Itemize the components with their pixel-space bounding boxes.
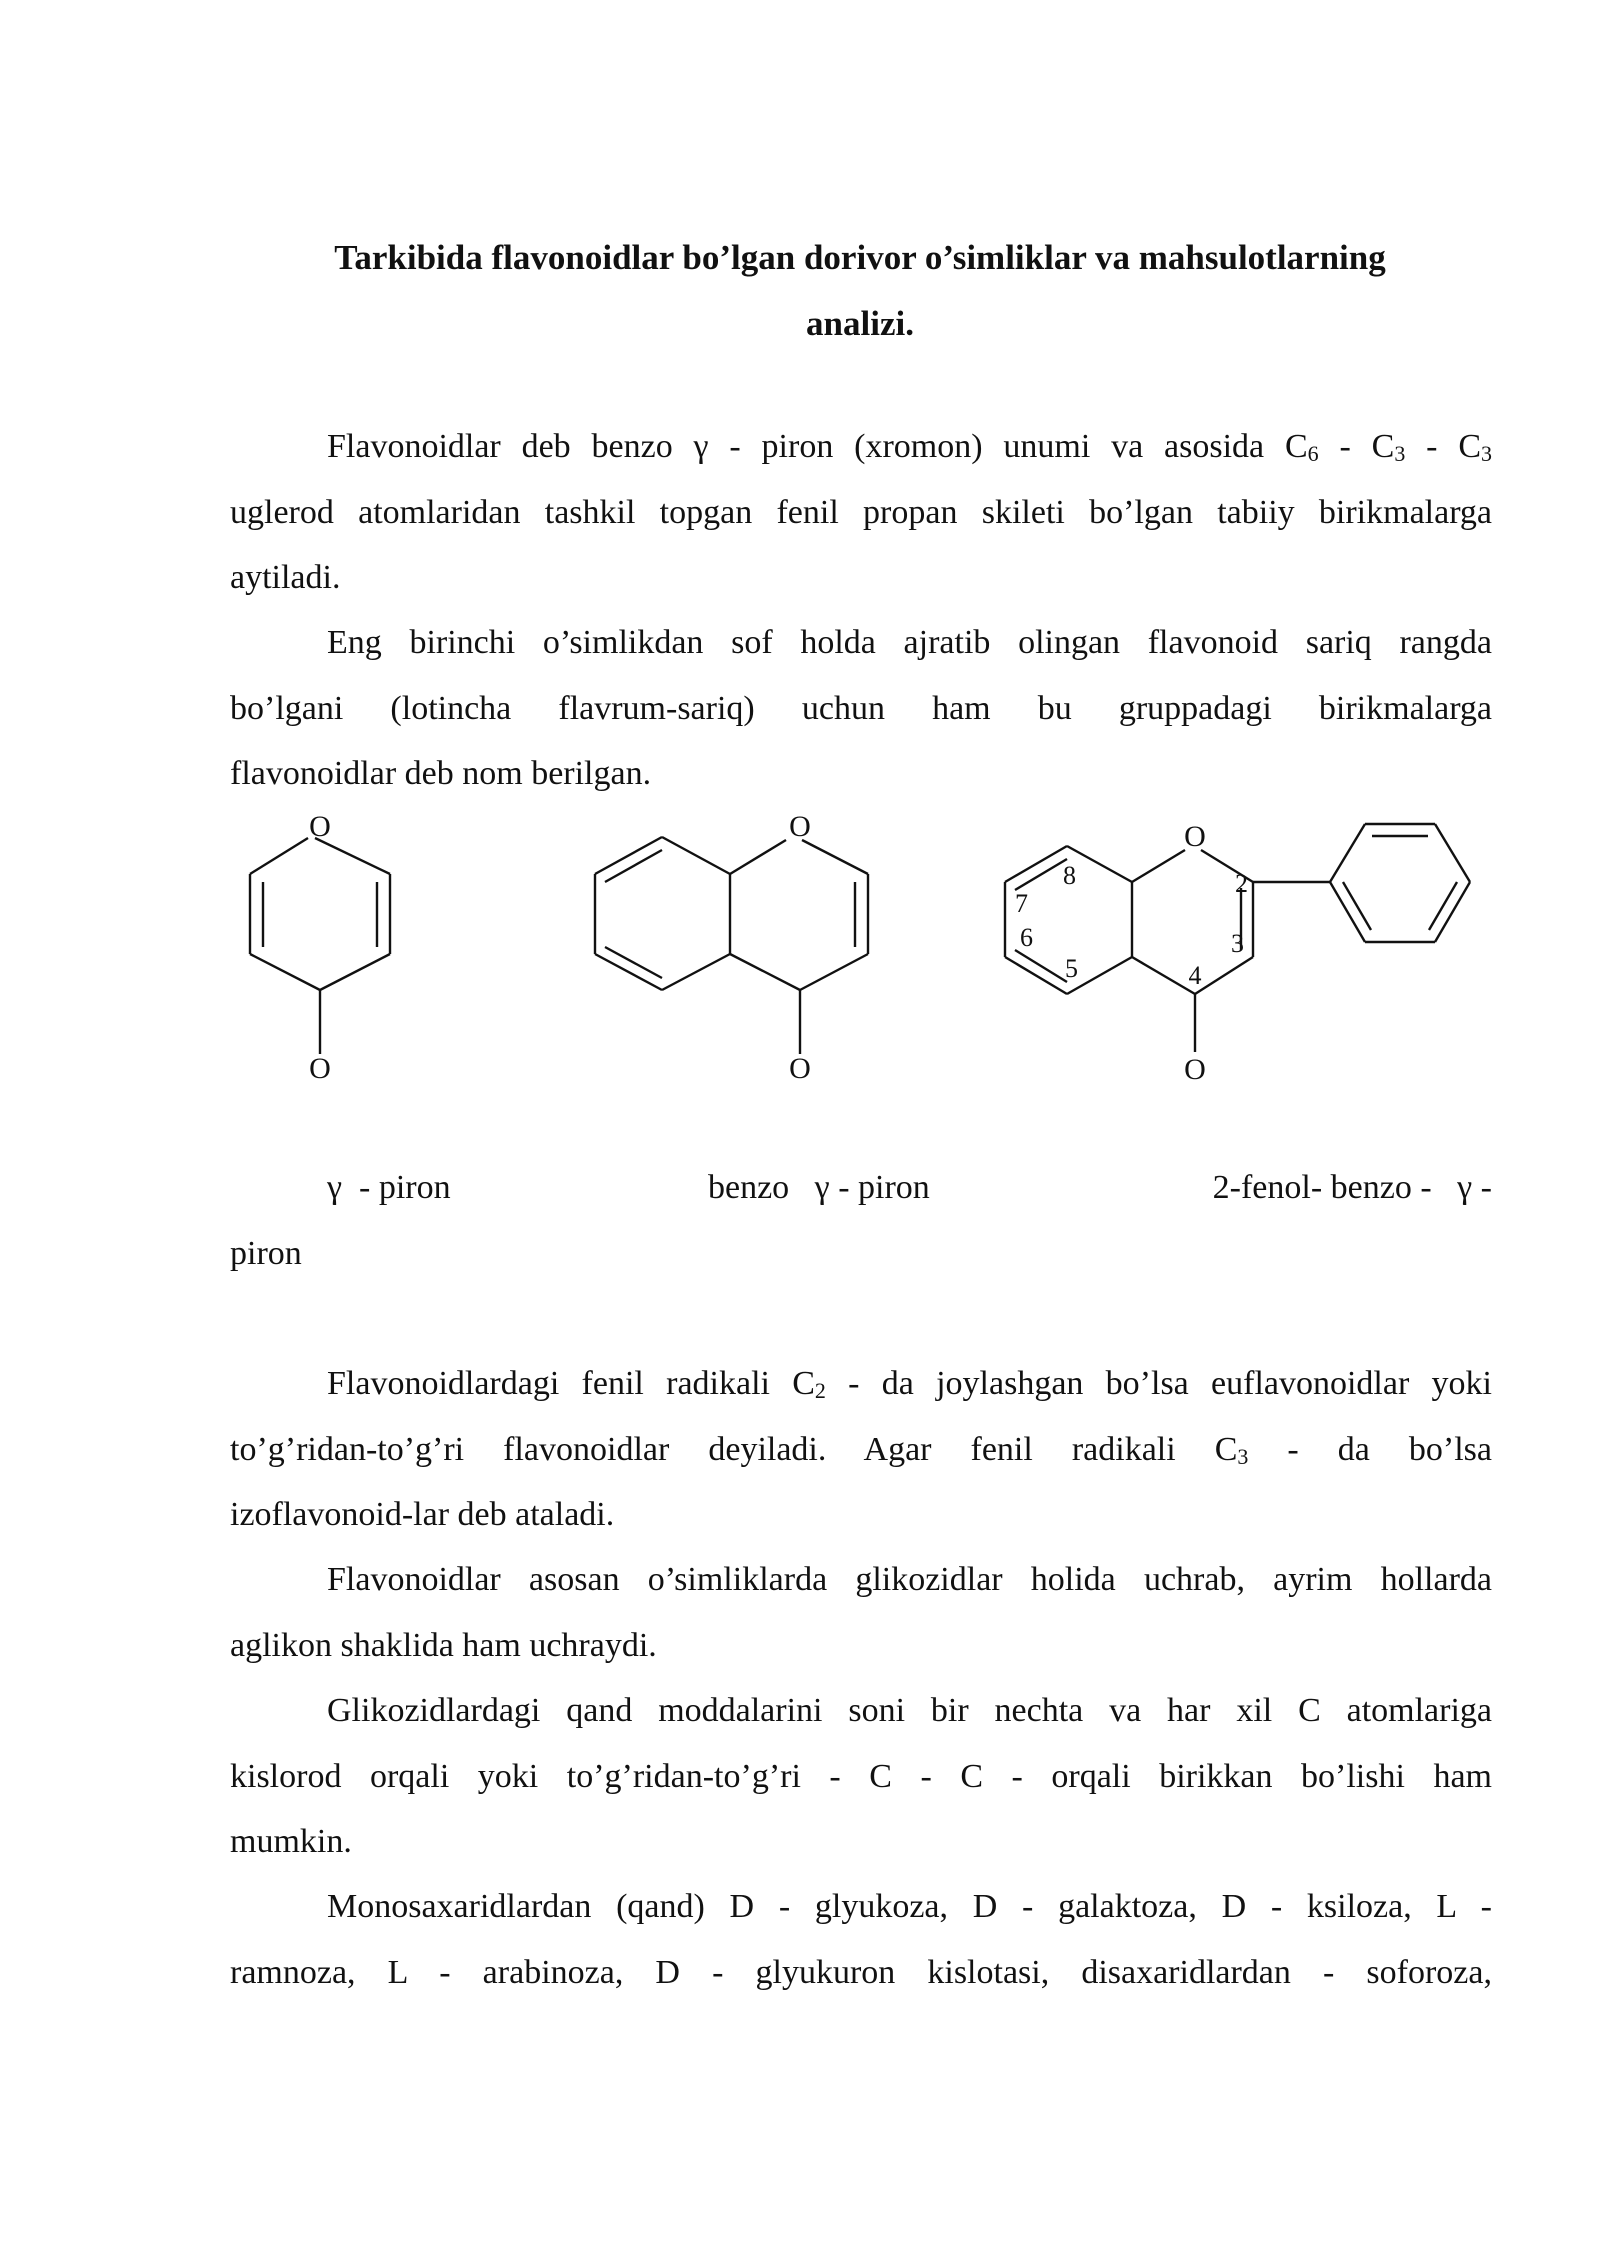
ring-oxygen-label: O	[309, 810, 331, 843]
document-title	[230, 225, 1490, 357]
paragraph-5	[230, 1678, 1492, 1875]
paragraph-2-line-1: Eng birinchi o’simlikdan sof holda ajratib olingan flavonoid sariq rangda	[327, 624, 1492, 661]
paragraph-1-line-1: Flavonoidlar deb benzo γ - piron (xromon) unumi va asosida $C_6 - C_3 - C_3$	[327, 428, 1492, 466]
position-number-6: 6	[1020, 923, 1033, 952]
paragraph-3	[230, 1351, 1492, 1548]
paragraph-1	[230, 414, 1492, 611]
paragraph-1-line-2: uglerod atomlaridan tashkil topgan fenil propan skileti bo’lgan tabiiy birikmalarga	[230, 493, 1492, 531]
ring-oxygen-label: O	[789, 810, 811, 843]
paragraph-5-line-3: mumkin.	[230, 1823, 352, 1860]
carbonyl-oxygen-label: O	[309, 1052, 331, 1085]
position-number-4: 4	[1188, 961, 1202, 990]
structure-captions	[230, 1155, 1492, 1221]
carbonyl-oxygen-label: O	[789, 1052, 811, 1085]
paragraph-2-line-2: bo’lgani (lotincha flavrum-sariq) uchun ham bu gruppadagi birikmalarga	[230, 689, 1492, 727]
benzo-gamma-pyrone-svg	[590, 812, 880, 1092]
paragraph-4-line-2: aglikon shaklida ham uchraydi.	[230, 1626, 657, 1664]
caption-flavone: 2-fenol- benzo - γ -	[1212, 1169, 1492, 1206]
title-line-1: Tarkibida flavonoidlar bo’lgan dorivor o’simliklar va mahsulotlarning	[334, 238, 1386, 277]
ring-oxygen-label: O	[1184, 820, 1206, 853]
paragraph-3-line-2: to’g’ridan-to’g’ri flavonoidlar deyiladi. Agar fenil radikali $C_3$ - da bo’lsa	[230, 1430, 1492, 1469]
gamma-pyrone-svg	[230, 812, 410, 1092]
paragraph-6-line-2: ramnoza, L - arabinoza, D - glyukuron kislotasi, disaxaridlardan - soforoza,	[230, 1953, 1492, 1991]
paragraph-6	[230, 1874, 1492, 2005]
paragraph-1-line-3: aytiladi.	[230, 559, 341, 596]
position-number-2: 2	[1235, 869, 1248, 898]
paragraph-5-line-2: kislorod orqali yoki to’g’ridan-to’g’ri - C - C - orqali birikkan bo’lishi ham	[230, 1757, 1492, 1795]
position-number-8: 8	[1063, 861, 1076, 890]
carbonyl-oxygen-label: O	[1184, 1053, 1206, 1086]
caption-gamma-pyrone: γ - piron	[327, 1169, 451, 1206]
benzo-gamma-pyrone-structure	[590, 812, 880, 1092]
flavone-svg	[995, 812, 1475, 1092]
position-number-3: 3	[1231, 929, 1244, 958]
paragraph-3-line-3: izoflavonoid-lar deb ataladi.	[230, 1496, 615, 1533]
paragraph-4-line-1: Flavonoidlar asosan o’simliklarda glikozidlar holida uchrab, ayrim hollarda	[327, 1561, 1492, 1598]
gamma-pyrone-structure	[230, 812, 410, 1092]
caption-flavone-continuation: piron	[230, 1235, 302, 1272]
paragraph-2-line-3: flavonoidlar deb nom berilgan.	[230, 755, 652, 792]
flavone-structure	[995, 812, 1475, 1092]
paragraph-5-line-1: Glikozidlardagi qand moddalarini soni bir nechta va har xil C atomlariga	[327, 1692, 1492, 1729]
paragraph-6-line-1: Monosaxaridlardan (qand) D - glyukoza, D - galaktoza, D - ksiloza, L -	[327, 1888, 1492, 1925]
position-number-5: 5	[1065, 954, 1078, 983]
paragraph-4	[230, 1547, 1492, 1678]
caption-benzo-gamma-pyrone: benzo γ - piron	[708, 1169, 930, 1206]
paragraph-2	[230, 610, 1492, 807]
position-number-7: 7	[1015, 889, 1028, 918]
title-line-2: analizi.	[806, 304, 914, 343]
paragraph-3-line-1: Flavonoidlardagi fenil radikali $C_2$ - da joylashgan bo’lsa euflavonoidlar yoki	[327, 1365, 1492, 1403]
